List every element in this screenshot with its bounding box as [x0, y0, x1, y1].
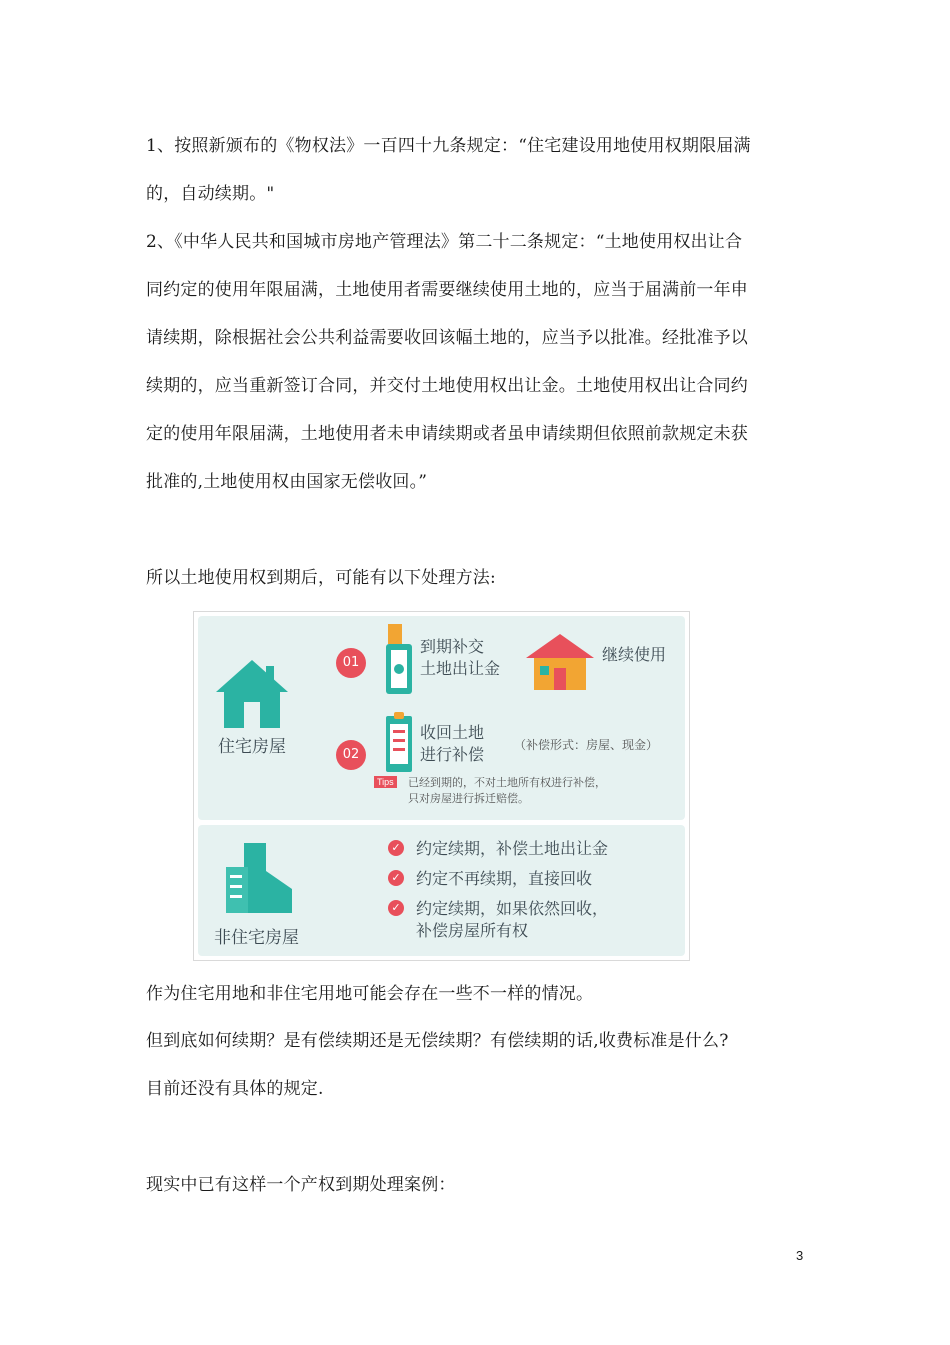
paragraph-line: 定的使用年限届满，土地使用者未申请续期或者虽申请续期但依照前款规定未获 — [146, 424, 748, 444]
check-icon: ✓ — [388, 840, 404, 856]
non-residential-panel — [198, 825, 685, 956]
option1-result: 继续使用 — [602, 645, 667, 664]
paragraph-line: 现实中已有这样一个产权到期处理案例： — [146, 1175, 456, 1195]
paragraph-line: 批准的,土地使用权由国家无偿收回。” — [146, 472, 428, 492]
orange-house-icon — [524, 632, 596, 692]
residential-label: 住宅房屋 — [218, 737, 286, 757]
non-residential-label: 非住宅房屋 — [214, 928, 299, 948]
option-number-badge: 01 — [336, 648, 366, 678]
house-icon — [214, 658, 290, 730]
tips-badge: Tips — [374, 776, 397, 788]
document-icon — [384, 712, 414, 774]
option-number-badge: 02 — [336, 740, 366, 770]
non-residential-item: 约定续期，补偿土地出让金 — [416, 839, 609, 858]
paragraph-line: 的，自动续期。" — [146, 184, 275, 204]
option2-line1: 收回土地 — [420, 723, 485, 742]
non-residential-item: 补偿房屋所有权 — [416, 921, 529, 940]
option1-line2: 土地出让金 — [420, 659, 501, 678]
tips-line1: 已经到期的，不对土地所有权进行补偿， — [408, 776, 606, 789]
building-icon — [222, 841, 294, 913]
paragraph-line: 作为住宅用地和非住宅用地可能会存在一些不一样的情况。 — [146, 984, 594, 1004]
residential-panel — [198, 616, 685, 820]
paragraph-line: 1、按照新颁布的《物权法》一百四十九条规定：“住宅建设用地使用权期限届满 — [146, 136, 751, 156]
check-icon: ✓ — [388, 900, 404, 916]
option2-line2: 进行补偿 — [420, 745, 485, 764]
money-hand-icon — [384, 624, 414, 698]
paragraph-line: 同约定的使用年限届满，土地使用者需要继续使用土地的，应当于届满前一年申 — [146, 280, 748, 300]
paragraph-line: 所以土地使用权到期后，可能有以下处理方法: — [146, 568, 496, 588]
paragraph-line: 请续期，除根据社会公共利益需要收回该幅土地的，应当予以批准。经批准予以 — [146, 328, 748, 348]
option2-note: （补偿形式：房屋、现金） — [514, 738, 659, 752]
paragraph-line: 2、《中华人民共和国城市房地产管理法》第二十二条规定：“土地使用权出让合 — [146, 232, 743, 252]
non-residential-item: 约定不再续期，直接回收 — [416, 869, 593, 888]
tips-line2: 只对房屋进行拆迁赔偿。 — [408, 792, 529, 805]
check-icon: ✓ — [388, 870, 404, 886]
page-number: 3 — [796, 1248, 804, 1263]
paragraph-line: 续期的，应当重新签订合同，并交付土地使用权出让金。土地使用权出让合同约 — [146, 376, 748, 396]
option1-line1: 到期补交 — [420, 637, 485, 656]
non-residential-item: 约定续期，如果依然回收， — [416, 899, 609, 918]
infographic — [193, 611, 690, 961]
paragraph-line: 但到底如何续期？是有偿续期还是无偿续期？有偿续期的话,收费标准是什么? — [146, 1031, 729, 1051]
paragraph-line: 目前还没有具体的规定. — [146, 1079, 324, 1099]
